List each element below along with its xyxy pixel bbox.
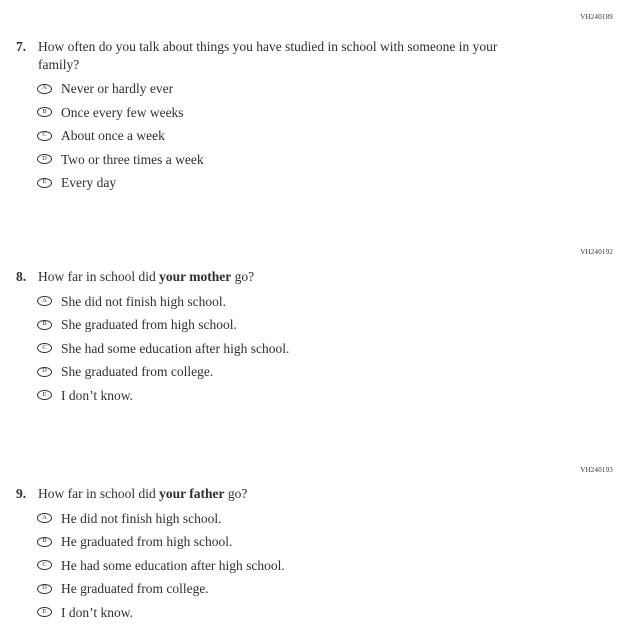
- answer-options: [16, 82, 531, 189]
- answer-oval-icon[interactable]: C: [37, 560, 52, 570]
- answer-option[interactable]: [37, 512, 531, 525]
- question-8: [16, 268, 531, 412]
- answer-oval-icon[interactable]: A: [37, 84, 52, 94]
- question-text: How often do you talk about things you have studied in school with someone in your family?: [38, 39, 498, 72]
- answer-oval-icon[interactable]: C: [37, 343, 52, 353]
- answer-option[interactable]: [37, 365, 531, 378]
- answer-option-label: He did not finish high school.: [61, 510, 222, 526]
- answer-option[interactable]: [37, 295, 531, 308]
- answer-option-label: About once a week: [61, 128, 165, 143]
- answer-oval-icon[interactable]: E: [37, 390, 52, 400]
- answer-oval-icon[interactable]: C: [37, 131, 52, 141]
- answer-option-label: She did not finish high school.: [61, 293, 226, 309]
- answer-option[interactable]: [37, 582, 531, 595]
- answer-option[interactable]: [37, 535, 531, 548]
- answer-option-label: I don’t know.: [61, 387, 133, 403]
- answer-option[interactable]: [37, 559, 531, 572]
- answer-option-label: Once every few weeks: [61, 104, 184, 120]
- answer-option[interactable]: [37, 176, 531, 189]
- answer-oval-icon[interactable]: D: [37, 584, 52, 594]
- question-header: [16, 485, 531, 503]
- question-text: How far in school did your father go?: [38, 486, 248, 501]
- answer-options: [16, 512, 531, 619]
- answer-oval-icon[interactable]: B: [37, 107, 52, 117]
- item-code: VH240192: [580, 248, 613, 256]
- answer-option[interactable]: [37, 342, 531, 355]
- answer-option[interactable]: [37, 389, 531, 402]
- answer-option[interactable]: [37, 318, 531, 331]
- item-code: VH240193: [580, 466, 613, 474]
- answer-option-label: Never or hardly ever: [61, 81, 174, 96]
- item-code: VH240189: [580, 13, 613, 21]
- answer-oval-icon[interactable]: A: [37, 513, 52, 523]
- answer-oval-icon[interactable]: B: [37, 537, 52, 547]
- question-number: 8.: [16, 269, 27, 284]
- answer-option-label: He graduated from high school.: [61, 534, 233, 549]
- question-number: 9.: [16, 486, 27, 501]
- question-header: [16, 38, 531, 73]
- answer-option-label: I don’t know.: [61, 604, 133, 620]
- answer-option-label: He had some education after high school.: [61, 557, 285, 573]
- question-header: [16, 268, 531, 286]
- answer-option-label: Two or three times a week: [61, 151, 204, 167]
- answer-option-label: She graduated from college.: [61, 364, 214, 379]
- answer-oval-icon[interactable]: A: [37, 296, 52, 306]
- answer-oval-icon[interactable]: D: [37, 367, 52, 377]
- answer-option-label: She had some education after high school.: [61, 340, 290, 356]
- question-9: [16, 485, 531, 629]
- answer-option[interactable]: [37, 129, 531, 142]
- answer-option[interactable]: [37, 606, 531, 619]
- answer-options: [16, 295, 531, 402]
- answer-option[interactable]: [37, 82, 531, 95]
- question-number: 7.: [16, 39, 27, 54]
- answer-oval-icon[interactable]: E: [37, 178, 52, 188]
- answer-oval-icon[interactable]: B: [37, 320, 52, 330]
- answer-option[interactable]: [37, 106, 531, 119]
- answer-option[interactable]: [37, 153, 531, 166]
- answer-option-label: He graduated from college.: [61, 581, 209, 596]
- answer-option-label: She graduated from high school.: [61, 317, 237, 332]
- answer-oval-icon[interactable]: E: [37, 607, 52, 617]
- question-text: How far in school did your mother go?: [38, 269, 255, 284]
- question-7: [16, 38, 531, 200]
- answer-oval-icon[interactable]: D: [37, 154, 52, 164]
- answer-option-label: Every day: [61, 175, 117, 190]
